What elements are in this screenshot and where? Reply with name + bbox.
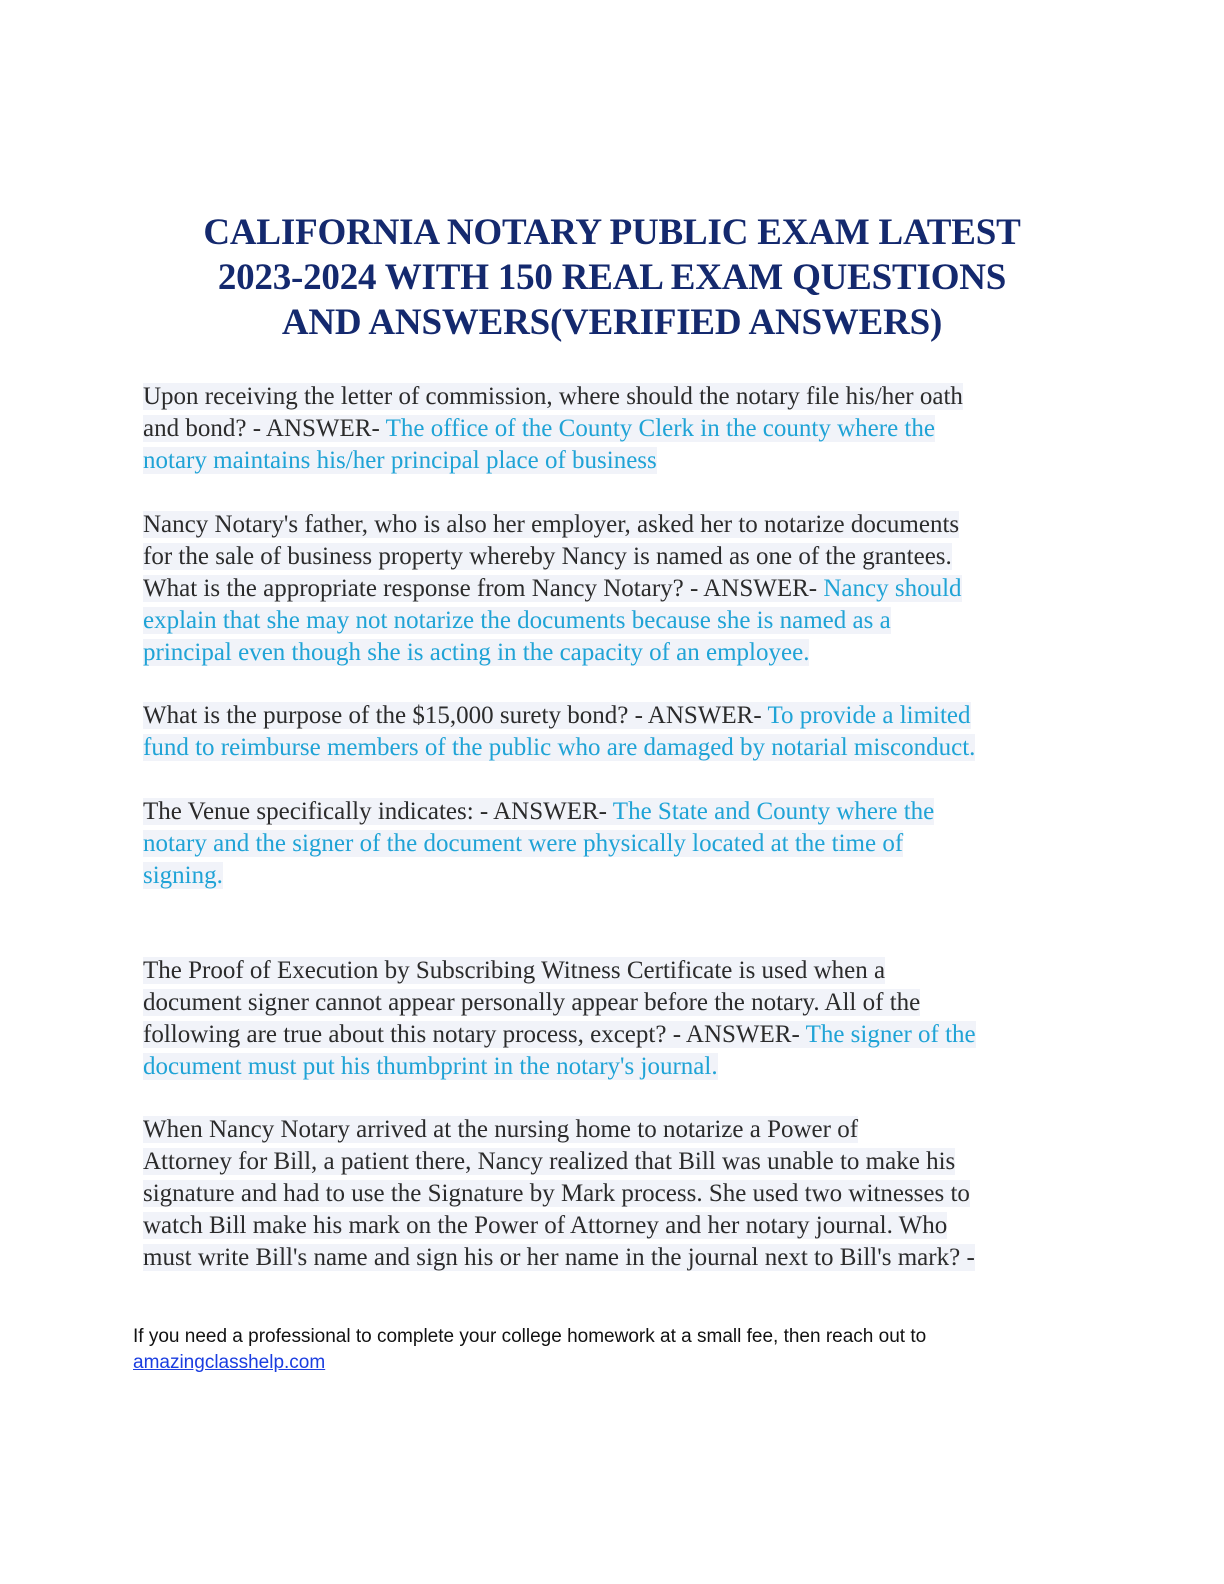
qa-line-highlight xyxy=(143,798,934,825)
qa-line-highlight xyxy=(143,575,962,602)
qa-line-highlight xyxy=(143,989,920,1016)
qa-line xyxy=(143,541,1073,573)
qa-line xyxy=(143,1178,1073,1210)
qa-block-5 xyxy=(143,955,1073,1083)
question-text: The Venue specifically indicates: - ANSWER- xyxy=(143,798,613,825)
title-line: 2023-2024 WITH 150 REAL EXAM QUESTIONS xyxy=(217,257,1007,298)
qa-line xyxy=(143,637,1073,669)
qa-line-highlight xyxy=(143,511,959,538)
question-text: must write Bill's name and sign his or her name in the journal next to Bill's mark? - xyxy=(143,1244,975,1271)
title-line: CALIFORNIA NOTARY PUBLIC EXAM LATEST xyxy=(203,212,1021,253)
title-line: AND ANSWERS(VERIFIED ANSWERS) xyxy=(281,302,943,343)
question-text: document signer cannot appear personally appear before the notary. All of the xyxy=(143,989,921,1016)
qa-block-3 xyxy=(143,700,1073,764)
answer-text: The State and County where the xyxy=(612,798,935,825)
qa-line-highlight xyxy=(143,607,891,634)
qa-line xyxy=(143,860,1073,892)
qa-line xyxy=(143,732,1073,764)
qa-block-6 xyxy=(143,1114,1073,1274)
qa-line xyxy=(143,605,1073,637)
question-text: Upon receiving the letter of commission, where should the notary file his/her oath xyxy=(143,383,963,410)
answer-text: The signer of the xyxy=(805,1021,976,1048)
question-text: Nancy Notary's father, who is also her employer, asked her to notarize documents xyxy=(143,511,960,538)
answer-text: The office of the County Clerk in the county where the xyxy=(385,415,935,442)
qa-line-highlight xyxy=(143,1244,975,1271)
qa-block-1 xyxy=(143,381,1073,477)
answer-text: explain that she may not notarize the documents because she is named as a xyxy=(143,607,891,634)
question-text: for the sale of business property whereby Nancy is named as one of the grantees. xyxy=(143,543,952,570)
qa-line-highlight xyxy=(143,702,971,729)
qa-line-highlight xyxy=(143,1053,718,1080)
qa-line xyxy=(143,1242,1073,1274)
answer-text: Nancy should xyxy=(823,575,962,602)
qa-line xyxy=(143,1146,1073,1178)
answer-text: To provide a limited xyxy=(767,702,971,729)
qa-line-highlight xyxy=(143,415,935,442)
qa-line xyxy=(143,413,1073,445)
qa-line xyxy=(143,1019,1073,1051)
qa-line xyxy=(143,1114,1073,1146)
qa-line-highlight xyxy=(143,447,657,474)
qa-line xyxy=(143,445,1073,477)
qa-line-highlight xyxy=(143,1180,970,1207)
question-text: The Proof of Execution by Subscribing Witness Certificate is used when a xyxy=(143,957,886,984)
qa-line-highlight xyxy=(143,543,952,570)
qa-line-highlight xyxy=(143,1148,955,1175)
qa-line xyxy=(143,828,1073,860)
qa-line xyxy=(143,955,1073,987)
qa-line xyxy=(143,987,1073,1019)
qa-line-highlight xyxy=(143,830,903,857)
qa-line-highlight xyxy=(143,1212,947,1239)
answer-text: principal even though she is acting in the capacity of an employee. xyxy=(143,639,810,666)
answer-text: notary maintains his/her principal place of business xyxy=(143,447,657,474)
qa-block-2 xyxy=(143,509,1073,669)
answer-text: notary and the signer of the document were physically located at the time of xyxy=(143,830,904,857)
question-text: When Nancy Notary arrived at the nursing home to notarize a Power of xyxy=(143,1116,859,1143)
footer-text: If you need a professional to complete your college homework at a small fee, then reach out to xyxy=(133,1326,927,1347)
qa-line xyxy=(143,700,1073,732)
footer-note xyxy=(133,1324,1093,1376)
qa-line-highlight xyxy=(143,639,809,666)
qa-line xyxy=(143,1051,1073,1083)
question-text: What is the appropriate response from Nancy Notary? - ANSWER- xyxy=(143,575,824,602)
question-text: and bond? - ANSWER- xyxy=(143,415,386,442)
qa-line xyxy=(143,509,1073,541)
question-text: What is the purpose of the $15,000 surety bond? - ANSWER- xyxy=(143,702,768,729)
question-text: following are true about this notary process, except? - ANSWER- xyxy=(143,1021,806,1048)
qa-line xyxy=(143,573,1073,605)
answer-text: fund to reimburse members of the public who are damaged by notarial misconduct. xyxy=(143,734,976,761)
qa-line xyxy=(143,381,1073,413)
answer-text: document must put his thumbprint in the notary's journal. xyxy=(143,1053,718,1080)
qa-line-highlight xyxy=(143,862,223,889)
qa-line xyxy=(143,796,1073,828)
question-text: Attorney for Bill, a patient there, Nancy realized that Bill was unable to make his xyxy=(143,1148,956,1175)
qa-line-highlight xyxy=(143,957,885,984)
qa-line-highlight xyxy=(143,1116,858,1143)
qa-line-highlight xyxy=(143,383,963,410)
question-text: signature and had to use the Signature by Mark process. She used two witnesses to xyxy=(143,1180,970,1207)
qa-line-highlight xyxy=(143,1021,976,1048)
qa-line-highlight xyxy=(143,734,975,761)
question-text: watch Bill make his mark on the Power of Attorney and her notary journal. Who xyxy=(143,1212,948,1239)
footer-link[interactable]: amazingclasshelp.com xyxy=(133,1352,326,1373)
qa-block-4 xyxy=(143,796,1073,892)
answer-text: signing. xyxy=(143,862,223,889)
document-title xyxy=(120,210,1104,345)
qa-line xyxy=(143,1210,1073,1242)
